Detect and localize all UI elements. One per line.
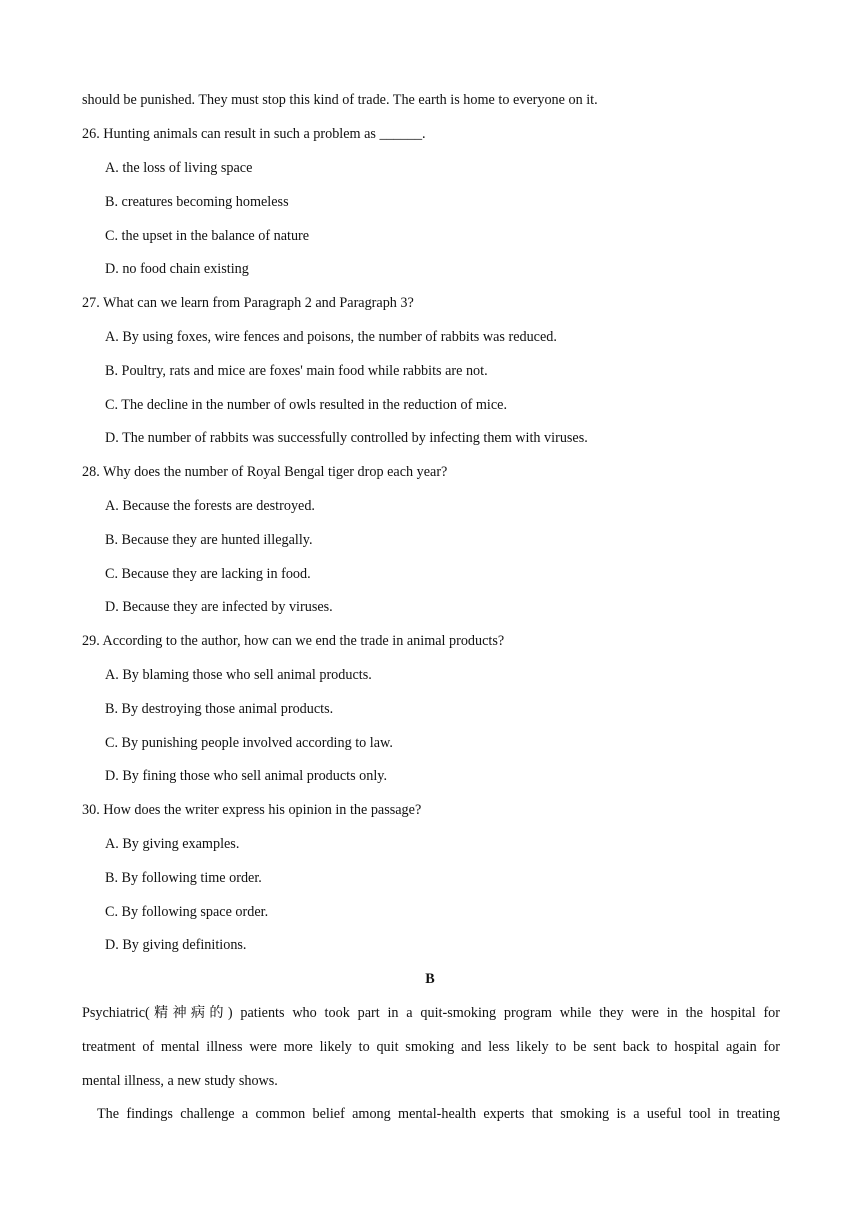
option-c: C. By punishing people involved according to law.: [105, 735, 393, 751]
question-stem: 29. According to the author, how can we end the trade in animal products?: [82, 633, 505, 649]
option-b: B. By following time order.: [105, 870, 262, 886]
option-a: A. Because the forests are destroyed.: [105, 498, 315, 514]
option-b: B. By destroying those animal products.: [105, 701, 334, 717]
option-a: A. By using foxes, wire fences and poisons, the number of rabbits was reduced.: [105, 329, 557, 345]
option-a: A. By blaming those who sell animal products.: [105, 667, 372, 683]
option-d: D. By fining those who sell animal products only.: [105, 768, 388, 784]
option-a: A. By giving examples.: [105, 836, 240, 852]
option-c: C. the upset in the balance of nature: [105, 228, 310, 244]
option-b: B. Because they are hunted illegally.: [105, 532, 313, 548]
question-stem: 27. What can we learn from Paragraph 2 and Paragraph 3?: [82, 295, 414, 311]
question-stem: 26. Hunting animals can result in such a problem as ______.: [82, 126, 426, 142]
option-d: D. By giving definitions.: [105, 937, 247, 953]
paragraph-line: treatment of mental illness were more likely to quit smoking and less likely to be sent back to hospital again for: [82, 1039, 780, 1055]
option-d: D. no food chain existing: [105, 261, 249, 277]
option-d: D. The number of rabbits was successfully controlled by infecting them with viruses.: [105, 430, 588, 446]
option-c: C. By following space order.: [105, 904, 269, 920]
option-c: C. The decline in the number of owls resulted in the reduction of mice.: [105, 397, 508, 413]
paragraph-line: Psychiatric(精神病的) patients who took part in a quit-smoking program while they were in the hospital for: [82, 1005, 780, 1021]
section-heading: B: [425, 971, 435, 987]
option-b: B. Poultry, rats and mice are foxes' main food while rabbits are not.: [105, 363, 488, 379]
option-a: A. the loss of living space: [105, 160, 253, 176]
paragraph-line: mental illness, a new study shows.: [82, 1073, 278, 1089]
question-stem: 30. How does the writer express his opinion in the passage?: [82, 802, 422, 818]
question-stem: 28. Why does the number of Royal Bengal tiger drop each year?: [82, 464, 448, 480]
option-b: B. creatures becoming homeless: [105, 194, 289, 210]
continuation-text: should be punished. They must stop this kind of trade. The earth is home to everyone on it.: [82, 92, 598, 108]
option-d: D. Because they are infected by viruses.: [105, 599, 333, 615]
option-c: C. Because they are lacking in food.: [105, 566, 311, 582]
paragraph-line: The findings challenge a common belief among mental-health experts that smoking is a useful tool in treating: [97, 1106, 780, 1122]
